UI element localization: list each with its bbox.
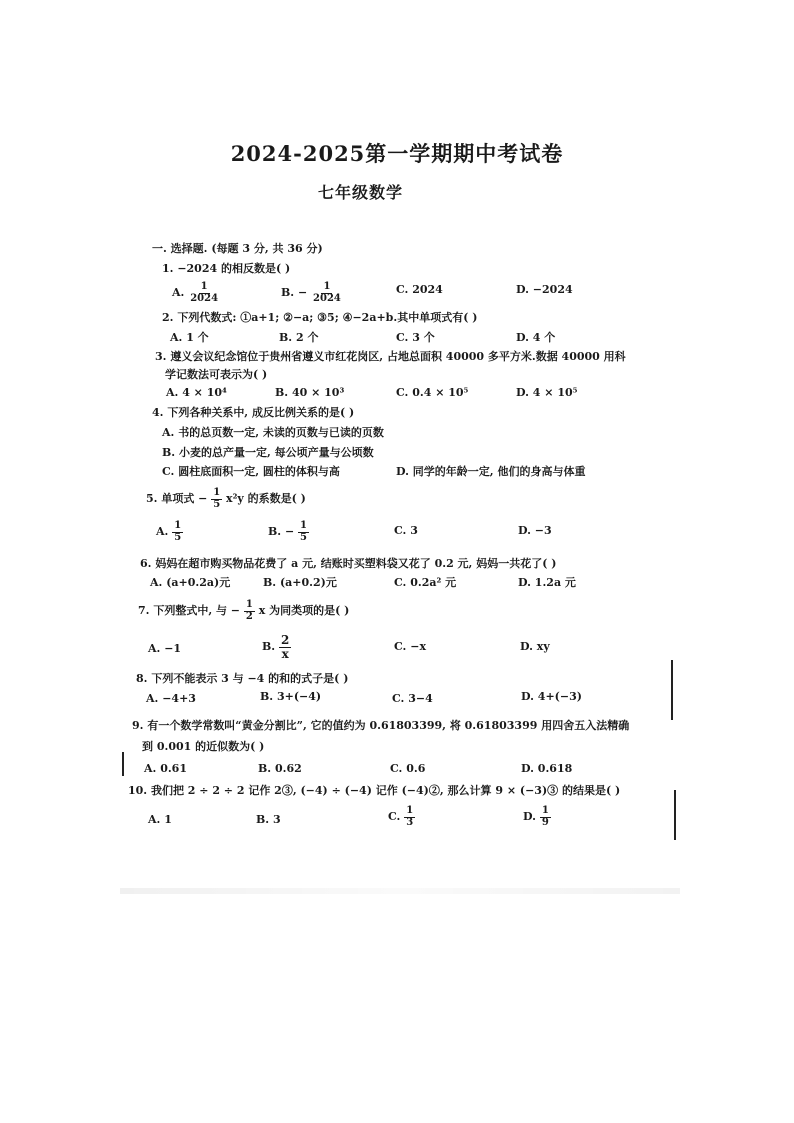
question-3-option-d: D. 4 × 10⁵ — [516, 386, 578, 399]
fraction: $\frac{1}{5}$ — [300, 520, 307, 543]
question-2-stem: 2. 下列代数式: ①a+1; ②−a; ③5; ④−2a+b.其中单项式有( ) — [162, 311, 478, 324]
question-8-option-b: B. 3+(−4) — [260, 690, 322, 703]
question-4-option-c: C. 圆柱底面积一定, 圆柱的体积与高 — [162, 465, 340, 478]
question-1-option-c: C. 2024 — [396, 283, 443, 296]
fraction: $\frac{1}{2024}$ — [190, 281, 219, 304]
question-5-option-a: A. $\frac{1}{5}$ — [156, 520, 182, 543]
question-8-option-a: A. −4+3 — [146, 692, 196, 705]
question-1-option-a: A. $\frac{1}{2024}$ — [172, 281, 219, 304]
fraction: $\frac{1}{2024}$ — [313, 281, 341, 304]
question-1-option-b: B. − $\frac{1}{2024}$ — [281, 281, 341, 304]
question-3-option-c: C. 0.4 × 10⁵ — [396, 386, 469, 399]
scan-edge-line — [674, 790, 676, 840]
scan-smudge — [120, 888, 680, 894]
question-6-option-b: B. (a+0.2)元 — [263, 576, 337, 589]
question-2-option-b: B. 2 个 — [279, 331, 319, 344]
question-8-stem: 8. 下列不能表示 3 与 −4 的和的式子是( ) — [136, 672, 349, 685]
question-10-option-a: A. 1 — [148, 813, 172, 826]
question-3-stem: 3. 遵义会议纪念馆位于贵州省遵义市红花岗区, 占地总面积 40000 多平方米.数据 40000 用科 — [155, 350, 626, 363]
question-4-option-a: A. 书的总页数一定, 未读的页数与已读的页数 — [162, 426, 384, 439]
fraction: $\frac{1}{5}$ — [213, 487, 221, 510]
question-9-option-a: A. 0.61 — [144, 762, 187, 775]
scan-edge-line — [671, 660, 673, 720]
fraction: $\frac{1}{5}$ — [174, 520, 182, 543]
question-6-option-c: C. 0.2a² 元 — [394, 576, 457, 589]
exam-title: 2024-2025第一学期期中考试卷 — [230, 141, 564, 166]
exam-subtitle: 七年级数学 — [318, 183, 404, 202]
question-6-option-a: A. (a+0.2a)元 — [150, 576, 231, 589]
question-7-option-d: D. xy — [520, 640, 550, 653]
question-7-option-b: B. $\frac{2}{x}$ — [262, 633, 290, 661]
fraction: $\frac{1}{9}$ — [541, 805, 549, 828]
question-5-option-c: C. 3 — [394, 524, 418, 537]
question-4-option-d: D. 同学的年龄一定, 他们的身高与体重 — [396, 465, 586, 478]
question-2-option-a: A. 1 个 — [170, 331, 209, 344]
fraction: $\frac{2}{x}$ — [280, 633, 290, 661]
question-1-option-d: D. −2024 — [516, 283, 573, 296]
question-6-stem: 6. 妈妈在超市购买物品花费了 a 元, 结账时买塑料袋又花了 0.2 元, 妈妈一共花了( ) — [140, 557, 557, 570]
question-4-stem: 4. 下列各种关系中, 成反比例关系的是( ) — [152, 406, 355, 419]
question-9-stem: 9. 有一个数学常数叫“黄金分割比”, 它的值约为 0.61803399, 将 0.61803399 用四舍五入法精确 — [132, 719, 630, 732]
question-2-option-c: C. 3 个 — [396, 331, 435, 344]
question-3-option-a: A. 4 × 10⁴ — [166, 386, 227, 399]
question-10-stem: 10. 我们把 2 ÷ 2 ÷ 2 记作 2③, (−4) ÷ (−4) 记作 (−4)②, 那么计算 9 × (−3)③ 的结果是( ) — [128, 784, 621, 797]
question-2-option-d: D. 4 个 — [516, 331, 556, 344]
question-7-stem: 7. 下列整式中, 与 − $\frac{1}{2}$ x 为同类项的是( ) — [138, 599, 350, 622]
question-3-option-b: B. 40 × 10³ — [275, 386, 345, 399]
question-8-option-c: C. 3−4 — [392, 692, 433, 705]
question-7-option-c: C. −x — [394, 640, 426, 653]
section-heading: 一. 选择题. (每题 3 分, 共 36 分) — [152, 242, 323, 255]
scan-edge-line — [122, 752, 124, 776]
question-10-option-c: C. $\frac{1}{3}$ — [388, 805, 414, 828]
fraction: $\frac{1}{2}$ — [245, 599, 253, 622]
question-5-option-d: D. −3 — [518, 524, 552, 537]
question-9-option-c: C. 0.6 — [390, 762, 426, 775]
question-1-stem: 1. −2024 的相反数是( ) — [162, 262, 291, 275]
question-9-option-b: B. 0.62 — [258, 762, 302, 775]
question-4-option-b: B. 小麦的总产量一定, 每公顷产量与公顷数 — [162, 446, 374, 459]
question-7-option-a: A. −1 — [148, 642, 182, 655]
question-5-stem: 5. 单项式 − $\frac{1}{5}$ x²y 的系数是( ) — [146, 487, 306, 510]
question-8-option-d: D. 4+(−3) — [521, 690, 582, 703]
question-5-option-b: B. − $\frac{1}{5}$ — [268, 520, 307, 543]
question-10-option-b: B. 3 — [256, 813, 281, 826]
question-6-option-d: D. 1.2a 元 — [518, 576, 576, 589]
fraction: $\frac{1}{3}$ — [406, 805, 414, 828]
question-10-option-d: D. $\frac{1}{9}$ — [523, 805, 549, 828]
question-9-option-d: D. 0.618 — [521, 762, 573, 775]
